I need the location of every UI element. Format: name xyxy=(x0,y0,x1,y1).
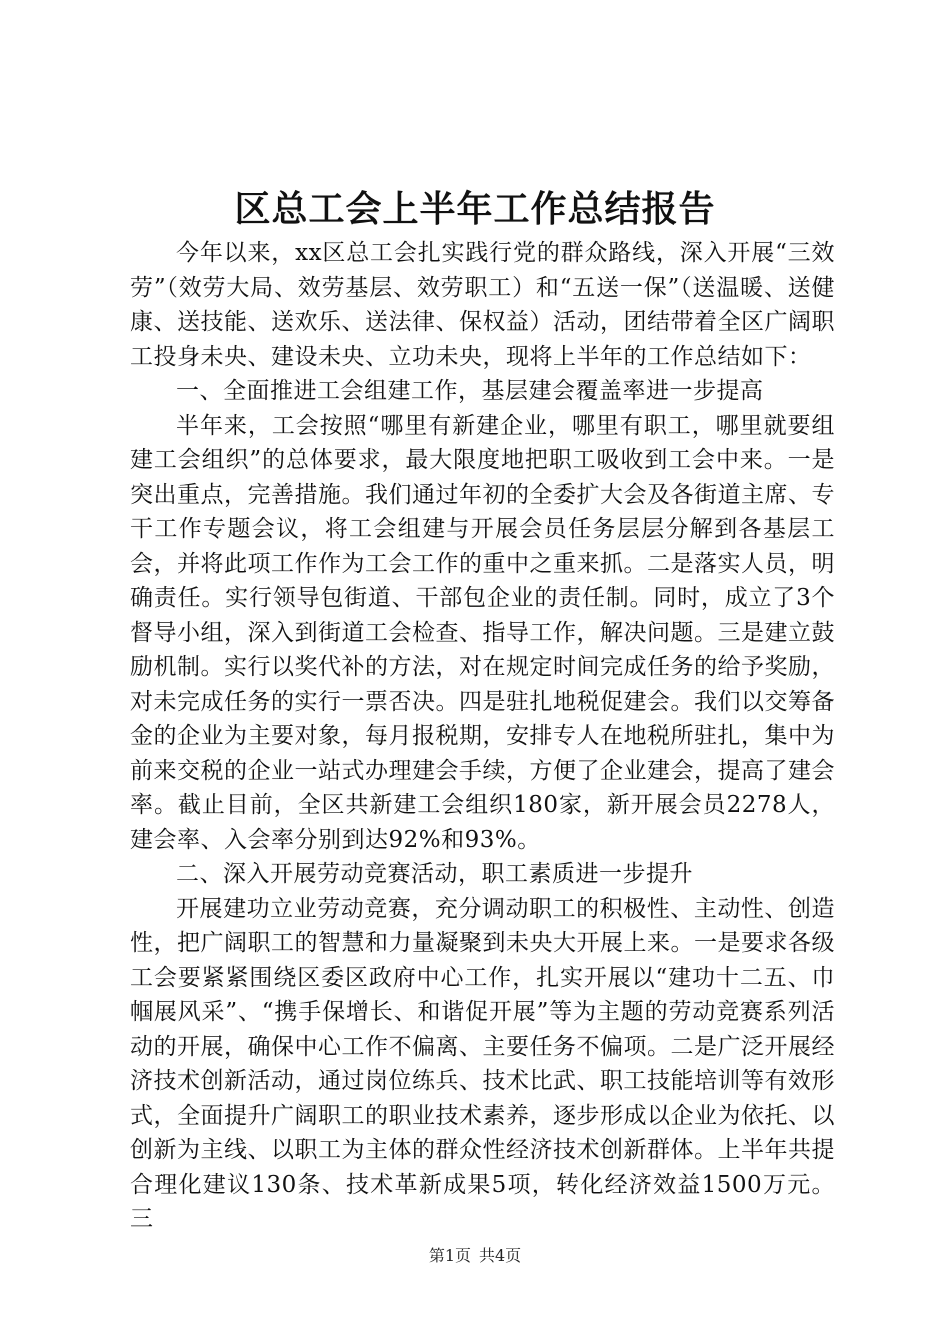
paragraph-section-1: 半年来，工会按照“哪里有新建企业，哪里有职工，哪里就要组建工会组织”的总体要求，最大限度地把职工吸收到工会中来。一是突出重点，完善措施。我们通过年初的全委扩大会及各街道主席、专干工作专题会议，将工会组建与开展会员任务层层分解到各基层工会，并将此项工作作为工会工作的重中之重来抓。二是落实人员，明确责任。实行领导包街道、干部包企业的责任制。同时，成立了3个督导小组，深入到街道工会检查、指导工作，解决问题。三是建立鼓励机制。实行以奖代补的方法，对在规定时间完成任务的给予奖励，对未完成任务的实行一票否决。四是驻扎地税促建会。我们以交筹备金的企业为主要对象，每月报税期，安排专人在地税所驻扎，集中为前来交税的企业一站式办理建会手续，方便了企业建会，提高了建会率。截止目前，全区共新建工会组织180家，新开展会员2278人，建会率、入会率分别到达92%和93%。 xyxy=(130,412,835,853)
paragraph-intro: 今年以来，xx区总工会扎实践行党的群众路线，深入开展“三效劳”（效劳大局、效劳基层、效劳职工）和“五送一保”（送温暖、送健康、送技能、送欢乐、送法律、保权益）活动，团结带着全区广阔职工投身未央、建设未央、立功未央，现将上半年的工作总结如下： xyxy=(130,240,835,370)
section-heading-1: 一、全面推进工会组建工作，基层建会覆盖率进一步提高 xyxy=(176,378,764,404)
page-number-total: 共4页 xyxy=(479,1246,522,1265)
paragraph-section-2: 开展建功立业劳动竞赛，充分调动职工的积极性、主动性、创造性，把广阔职工的智慧和力量凝聚到未央大开展上来。一是要求各级工会要紧紧围绕区委区政府中心工作，扎实开展以“建功十二五、巾帼展风采”、“携手保增长、和谐促开展”等为主题的劳动竞赛系列活动的开展，确保中心工作不偏离、主要任务不偏项。二是广泛开展经济技术创新活动，通过岗位练兵、技术比武、职工技能培训等有效形式，全面提升广阔职工的职业技术素养，逐步形成以企业为依托、以创新为主线、以职工为主体的群众性经济技术创新群体。上半年共提合理化建议130条、技术革新成果5项，转化经济效益1500万元。三 xyxy=(130,895,835,1232)
page-footer xyxy=(0,1245,950,1267)
document-body xyxy=(130,236,835,1237)
document-title: 区总工会上半年工作总结报告 xyxy=(234,188,716,230)
page-number-current: 第1页 xyxy=(428,1246,471,1265)
section-heading-2: 二、深入开展劳动竞赛活动，职工素质进一步提升 xyxy=(176,861,693,887)
